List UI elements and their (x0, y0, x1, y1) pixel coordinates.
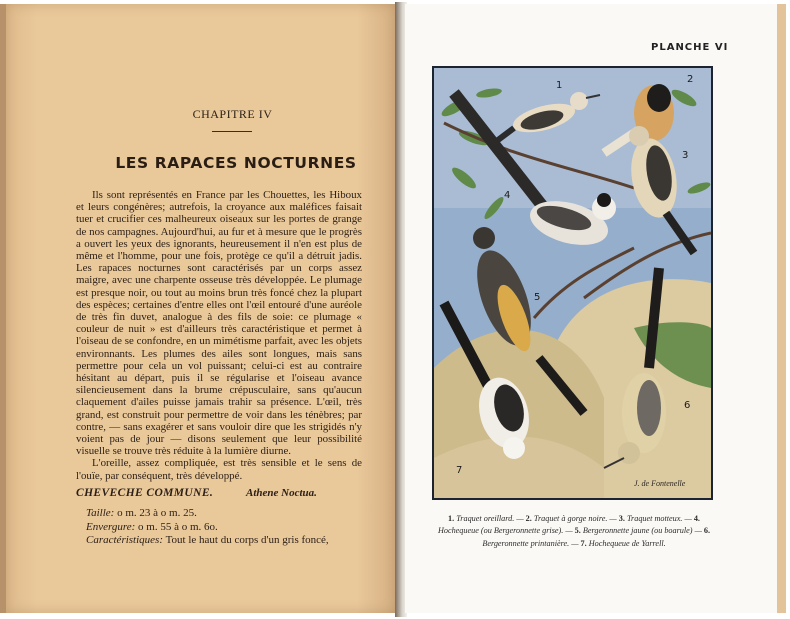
chapter-heading: CHAPITRE IV (192, 107, 273, 121)
bird-number: 1 (556, 80, 563, 91)
species-measures (86, 507, 371, 548)
bird-number: 5 (534, 292, 541, 303)
bird-number: 4 (504, 190, 511, 201)
species-latin: Athene Noctua. (246, 487, 317, 499)
plate-caption: 1. Traquet oreillard. — 2. Traquet à gorge noire. — 3. Traquet motteux. — 4. Hochequeue (ou Bergeronnette grise). — 5. Bergeronnette jaune (ou boarule) — 6. Bergeronnette printanière. — 7. Hochequeue de Yarrell. (437, 514, 711, 548)
chapter-rule (212, 131, 252, 132)
body-text (76, 189, 362, 482)
plate-label: PLANCHE VI (651, 42, 729, 53)
bird-number: 6 (684, 400, 691, 411)
paragraph: L'oreille, assez compliquée, est très sensible et le sens de l'ouïe, par conséquent, très développé. (76, 457, 362, 482)
species-heading (76, 487, 366, 499)
bird-number: 2 (687, 74, 694, 85)
paragraph: Ils sont représentés en France par les Chouettes, les Hiboux et leurs congénères; autrefois, la croyance aux maléfices faisait tuer et crucifier ces malheureux oiseaux sur les portes de grange de nos campagnes. Aujourd'hui, au fur et à mesure que le progrès a ouvert les yeux des ignorants, heureusement il n'en est plus de même et l'homme, pour une fois, protège ce qu'il a détruit jadis. Les rapaces nocturnes sont caractérisés par un corps assez maigre, avec une charpente osseuse très développée. Le plumage est presque noir, ou tout au moins brun très foncé chez la plupart des espèces; certaines d'entre elles ont l'œil entouré d'une auréole de très fin duvet, analogue à des fils de soie: ce plumage « couleur de nuit » est d'ailleurs très caractéristique et permet à l'oiseau de se confondre, en un mimétisme parfait, avec les objets environnants. Les plumes des ailes sont longues, mais sans permettre pour cela un vol puissant; celui-ci est au contraire hésitant au départ, puis il se régularise et l'oiseau avance silencieusement dans la brume crépusculaire, sans qu'aucun claquement d'ailes puisse jamais trahir sa présence. L'œil, très grand, est construit pour permettre de voir dans les ténèbres; par contre, — sans exagérer et sans vouloir dire que les strigidés n'y voient pas de jour — disons seulement que leur possibilité visuelle se trouve très réduite à la lumière diurne. (76, 189, 362, 458)
species-name: CHEVECHE COMMUNE. (76, 487, 214, 499)
right-page-edge (777, 4, 786, 613)
measure-row: Caractéristiques: Tout le haut du corps d'un gris foncé, (86, 534, 329, 546)
measure-row: Taille: o m. 23 à o m. 25. (86, 507, 197, 519)
bird-number: 7 (456, 465, 463, 476)
bird-number: 3 (682, 150, 689, 161)
bird-illustration (432, 66, 713, 500)
illustration-svg (434, 68, 711, 498)
chapter-title: LES RAPACES NOCTURNES (115, 154, 357, 172)
measure-row: Envergure: o m. 55 à o m. 6o. (86, 520, 218, 533)
artist-signature: J. de Fontenelle (634, 479, 686, 488)
